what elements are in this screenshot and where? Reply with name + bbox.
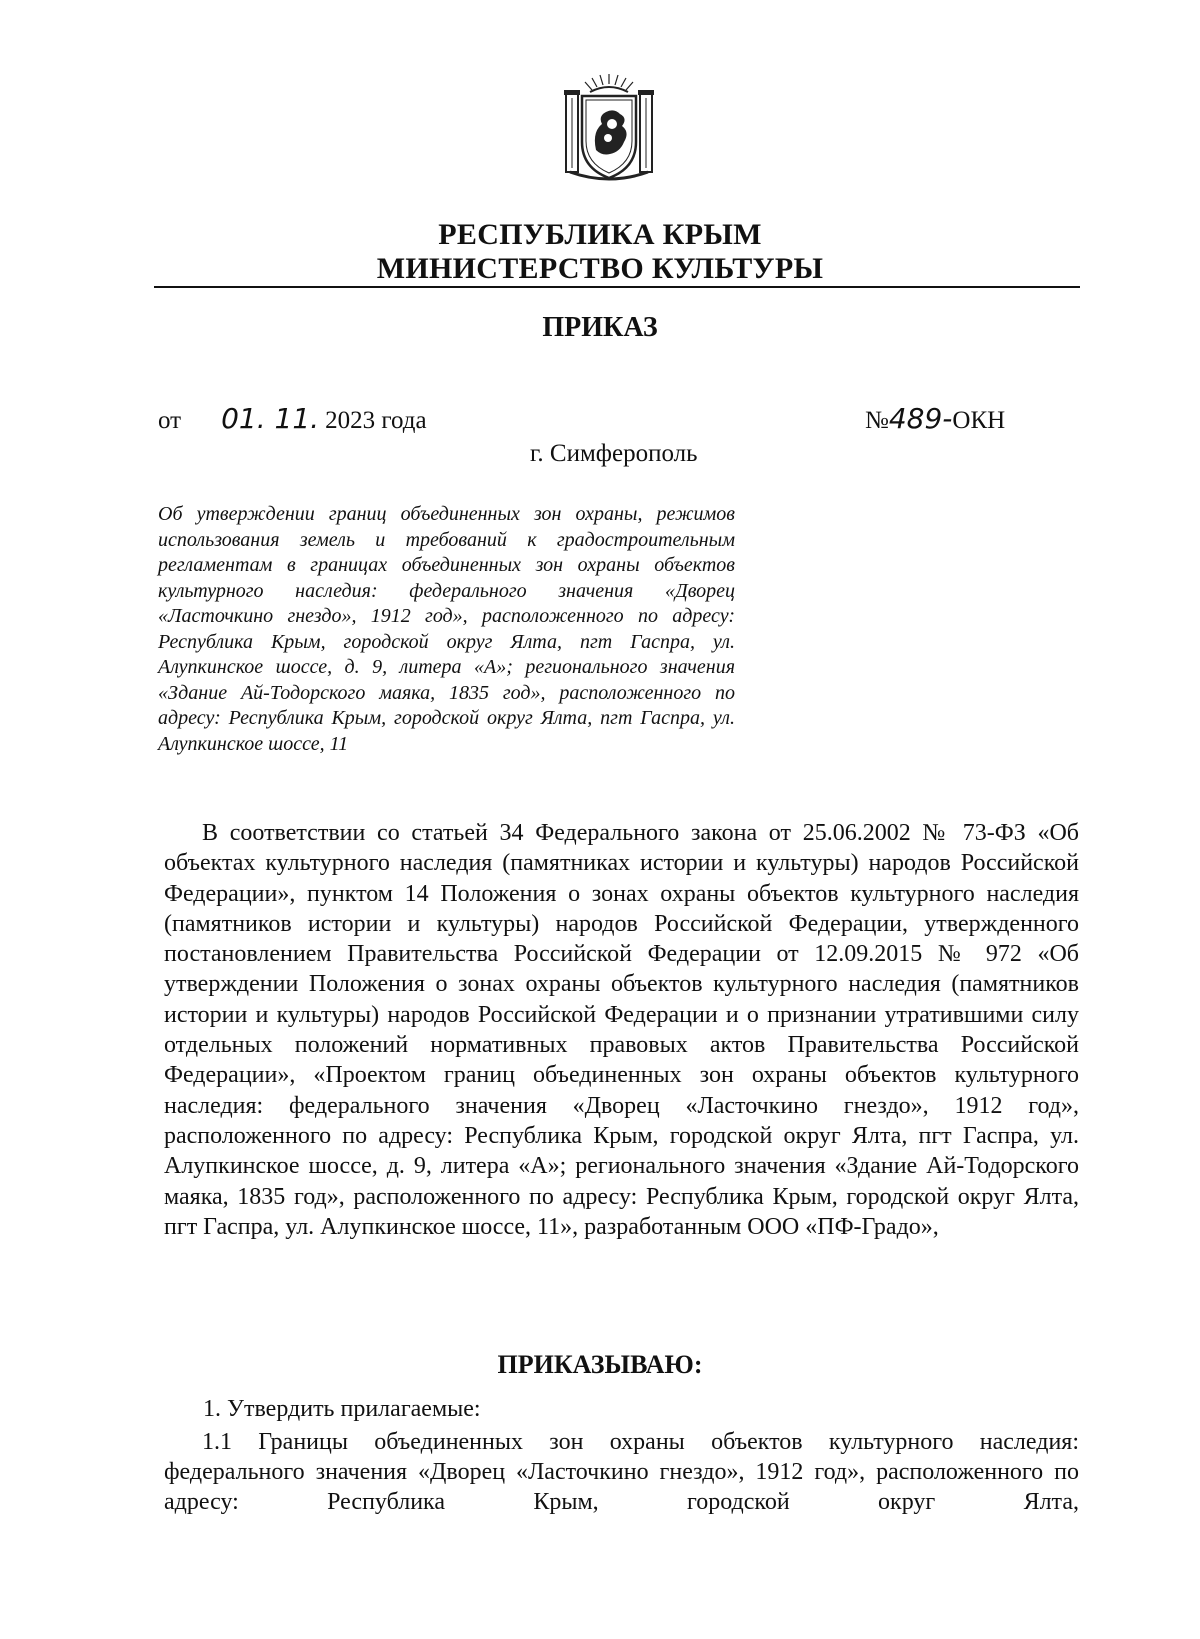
ministry-title: МИНИСТЕРСТВО КУЛЬТУРЫ bbox=[376, 252, 824, 285]
handwritten-number: 489- bbox=[888, 402, 953, 435]
preamble-text: В соответствии со статьей 34 Федерального закона от 25.06.2002 № 73-ФЗ «Об объектах культурного наследия (памятниках истории и культуры) народов Российской Федерации», пунктом 14 Положения о зонах охраны объектов культурного наследия (памятников истории и культуры) народов Российской Федерации, утвержденного постановлением Правительства Российской Федерации от 12.09.2015 № 972 «Об утверждении Положения о зонах охраны объектов культурного наследия (памятников истории и культуры) народов Российской Федерации и о признании утратившими силу отдельных положений нормативных правовых актов Правительства Российской Федерации», «Проектом границ объединенных зон охраны объектов культурного наследия: федерального значения «Дворец «Ласточкино гнездо», 1912 год», расположенного по адресу: Республика Крым, городской округ Ялта, пгт Гаспра, ул. Алупкинское шоссе, д. 9, литера «А»; регионального значения «Здание Ай-Тодорского маяка, 1835 год», расположенного по адресу: Республика Крым, городской округ Ялта, пгт Гаспра, ул. Алупкинское шоссе, 11», разработанным ООО «ПФ-Градо», bbox=[164, 820, 1079, 1240]
preamble-paragraph bbox=[164, 818, 1079, 1242]
order-item-1: 1. Утвердить прилагаемые: bbox=[203, 1396, 481, 1422]
republic-title: РЕСПУБЛИКА КРЫМ bbox=[438, 218, 762, 251]
city-name: г. Симферополь bbox=[530, 440, 698, 467]
number-prefix: № bbox=[865, 407, 889, 434]
order-heading: ПРИКАЗЫВАЮ: bbox=[497, 1350, 703, 1379]
number-suffix: ОКН bbox=[952, 407, 1006, 434]
document-type-title: ПРИКАЗ bbox=[542, 312, 658, 343]
header-divider bbox=[154, 286, 1080, 288]
document-number bbox=[865, 402, 1005, 435]
year-text: 2023 года bbox=[325, 407, 427, 434]
order-item-1-1 bbox=[164, 1427, 1079, 1517]
handwritten-date: 01. 11. bbox=[221, 402, 320, 435]
coat-of-arms-icon bbox=[562, 72, 656, 184]
document-date bbox=[158, 402, 427, 435]
document-subject: Об утверждении границ объединенных зон охраны, режимов использования земель и требований к градостроительным регламентам в границах объединенных зон охраны объектов культурного наследия: федерального значения «Дворец «Ласточкино гнездо», 1912 год», расположенного по адресу: Республика Крым, городской округ Ялта, пгт Гаспра, ул. Алупкинское шоссе, д. 9, литера «А»; регионального значения «Здание Ай-Тодорского маяка, 1835 год», расположенного по адресу: Республика Крым, городской округ Ялта, пгт Гаспра, ул. Алупкинское шоссе, 11 bbox=[158, 503, 735, 755]
from-label: от bbox=[158, 407, 182, 434]
order-item-1-1-text: 1.1 Границы объединенных зон охраны объектов культурного наследия: федерального значения «Дворец «Ласточкино гнездо», 1912 год», расположенного по адресу: Республика Крым, городской округ Ялта, bbox=[164, 1429, 1079, 1515]
